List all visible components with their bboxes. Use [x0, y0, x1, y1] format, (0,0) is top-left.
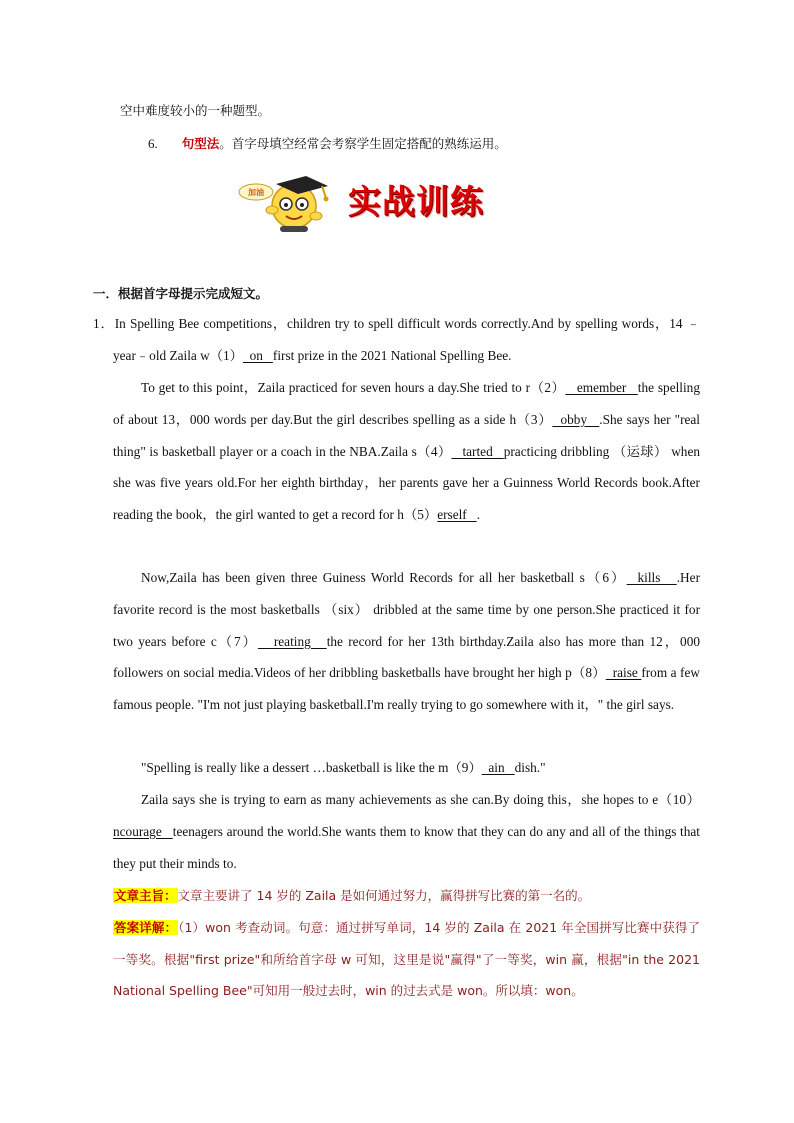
passage-text: from a few famous people. "I'm not just playing basketball.I'm really trying to go somewhere with it，" the girl says.	[113, 665, 700, 713]
passage-text: .Her favorite record is the most basketballs （six） dribbled at the same time by one person.She practiced it for two years before c（7）	[113, 570, 700, 649]
passage-paragraph-2	[113, 372, 700, 531]
passage-text: .She says her "real thing" is basketball player or a coach in the NBA.Zaila s（4）	[113, 411, 700, 459]
answer-blank-8: raise	[605, 665, 642, 681]
passage-text: .	[476, 507, 481, 523]
passage-paragraph-5	[113, 784, 700, 879]
answer-text: （1）won 考查动词。句意：通过拼写单词，14 岁的 Zaila 在 2021 年全国拼写比赛中获得了一等奖。根据"first prize"和所给首字母 w 可知，这里是说"赢得"了一等奖，win 赢，根据"in the 2021 National Spelling Bee"可知用一般过去时，win 的过去式是 won。所以填：won。	[113, 920, 700, 999]
answer-blank-9: ain	[481, 760, 515, 775]
answer-block	[113, 912, 700, 1007]
passage-paragraph-3	[113, 562, 700, 721]
item-title: 句型法	[181, 136, 220, 151]
passage-text: first prize in the 2021 National Spelling Bee.	[272, 347, 512, 363]
banner-title: 实战训练	[348, 182, 484, 221]
answer-blank-2: emember	[565, 380, 638, 395]
passage-text: dish."	[514, 760, 546, 775]
summary-block	[113, 880, 700, 912]
answer-blank-10: ncourage	[113, 823, 173, 839]
answer-label: 答案详解：	[114, 920, 178, 935]
answer-blank-5: erself	[437, 507, 477, 523]
answer-blank-3: obby	[552, 411, 600, 427]
item-number: 6.	[148, 136, 158, 151]
passage-text: "Spelling is really like a dessert …basketball is like the m（9）	[141, 760, 482, 775]
intro-line: 空中难度较小的一种题型。	[120, 103, 271, 118]
passage-paragraph-4	[113, 752, 700, 784]
passage-text: teenagers around the world.She wants them to know that they can do any and all of the things that they put their minds to.	[113, 823, 700, 871]
mascot-label: 加油	[248, 188, 264, 197]
section-heading: 一．根据首字母提示完成短文。	[93, 286, 269, 301]
question-number: 1．	[93, 316, 115, 331]
passage-text: Now,Zaila has been given three Guiness World Records for all her basketball s（6）	[141, 570, 627, 585]
passage-text: the record for her 13th birthday.Zaila also has more than 12，000 followers on social media.Videos of her dribbling basketballs have brought her high p（8）	[113, 633, 700, 681]
item-text: 。首字母填空经常会考察学生固定搭配的熟练运用。	[219, 136, 507, 151]
answer-blank-7: reating	[257, 633, 327, 649]
passage-text: practicing dribbling （运球） when she was five years old.For her eighth birthday，her parents gave her a Guinness World Records book.After reading the book，the girl wanted to get a record for h（5）	[113, 443, 700, 523]
passage-text: In Spelling Bee competitions，children try to spell difficult words correctly.And by spelling words，14 ﹣year﹣old Zaila w（1）	[113, 316, 700, 363]
intro-item-6	[148, 134, 507, 154]
passage-paragraph-1	[93, 308, 700, 372]
summary-text: 文章主要讲了 14 岁的 Zaila 是如何通过努力，赢得拼写比赛的第一名的。	[177, 888, 591, 903]
answer-blank-6: kills	[626, 570, 677, 585]
passage-text: Zaila says she is trying to earn as many achievements as she can.By doing this，she hopes to e（10）	[141, 792, 700, 807]
answer-blank-1: on	[242, 347, 273, 363]
summary-label: 文章主旨：	[114, 888, 177, 903]
passage-text: To get to this point，Zaila practiced for seven hours a day.She tried to r（2）	[141, 380, 566, 395]
mascot-icon	[236, 170, 336, 234]
answer-blank-4: tarted	[451, 443, 504, 459]
passage-text: the spelling of about 13，000 words per day.But the girl describes spelling as a side h（3）	[113, 380, 700, 427]
